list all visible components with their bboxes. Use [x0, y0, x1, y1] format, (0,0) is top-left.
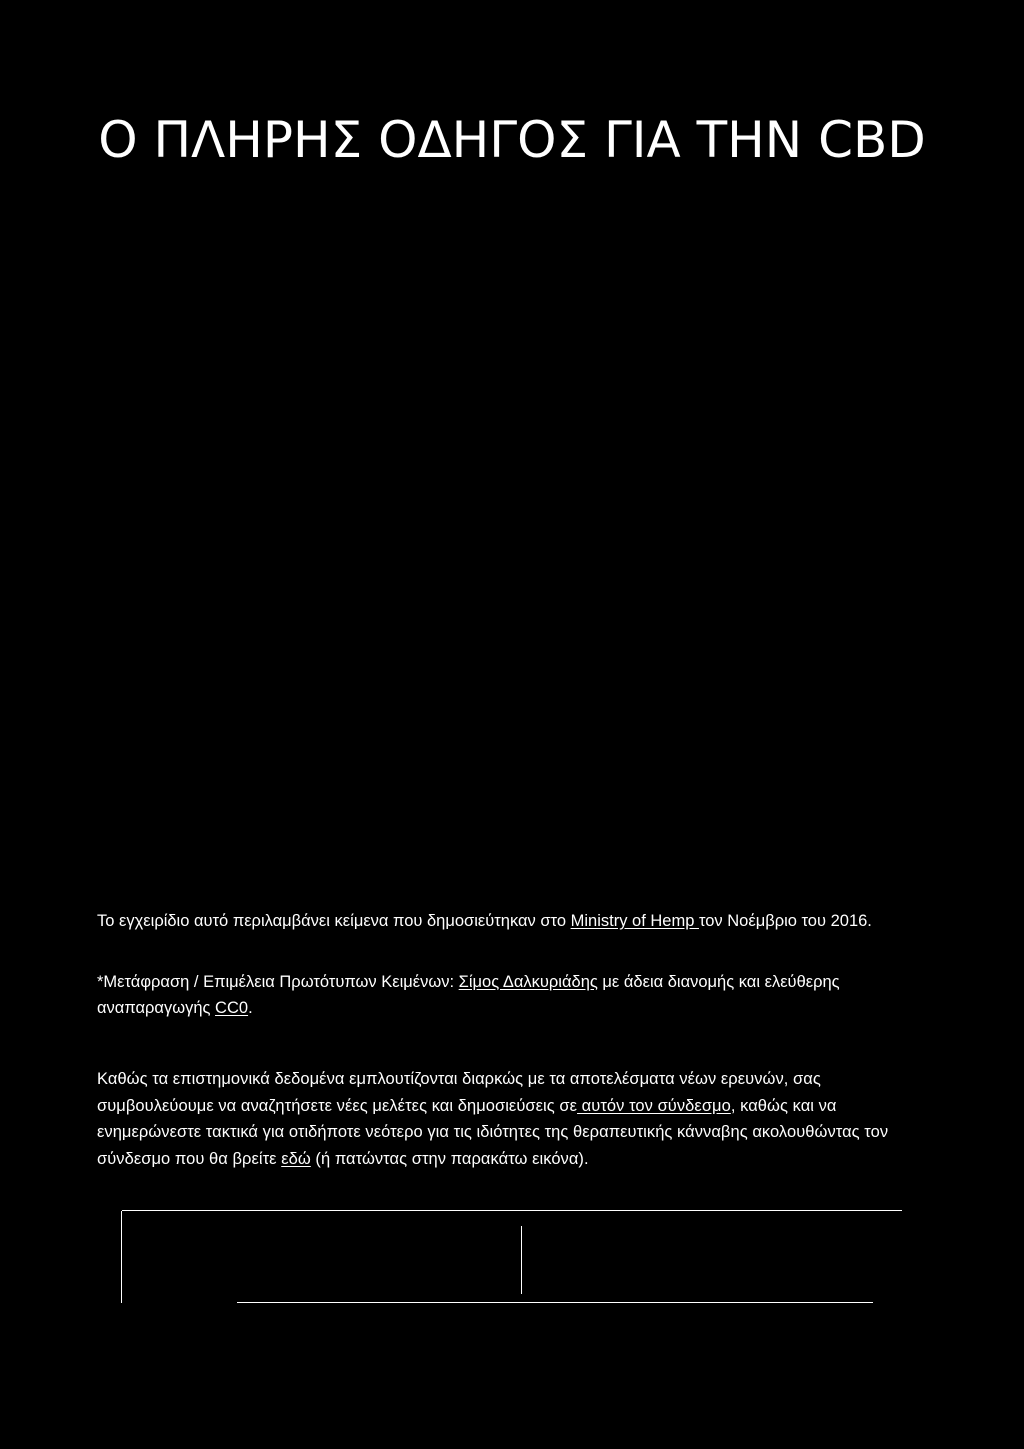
- ministry-of-hemp-link[interactable]: Ministry of Hemp: [570, 912, 699, 930]
- frame-divider: [521, 1226, 522, 1294]
- here-link[interactable]: εδώ: [281, 1149, 311, 1168]
- credits-text-end: .: [248, 999, 253, 1017]
- advice-text-3: (ή πατώντας στην παρακάτω εικόνα).: [310, 1149, 589, 1168]
- advice-text-1: Καθώς τα επιστημονικά δεδομένα εμπλουτίζονται διαρκώς με τα αποτελέσματα νέων ερευνών, σας συμβουλεύουμε να αναζητήσετε νέες μελέτες και δημοσιεύσεις σε: [97, 1070, 821, 1115]
- frame-left-border: [121, 1211, 122, 1303]
- credits-text-middle: με άδεια διανομής και ελεύθερης αναπαραγωγής: [97, 973, 840, 1017]
- advice-paragraph: [97, 1066, 937, 1172]
- frame-bottom-border: [237, 1302, 873, 1303]
- intro-paragraph: [97, 908, 937, 934]
- advice-text-2: , καθώς και να ενημερώνεστε τακτικά για οτιδήποτε νεότερο για τις ιδιότητες της θεραπευτικής κάνναβης ακολουθώντας τον σύνδεσμο που θα βρείτε: [97, 1096, 889, 1168]
- translator-link[interactable]: Σίμος Δαλκυριάδης: [458, 973, 598, 991]
- intro-text-end: τον Νοέμβριο του 2016.: [698, 912, 872, 930]
- credits-text-start: *Μετάφραση / Επιμέλεια Πρωτότυπων Κειμένων:: [97, 973, 459, 991]
- intro-text-start: Το εγχειρίδιο αυτό περιλαμβάνει κείμενα που δημοσιεύτηκαν στο: [97, 912, 571, 930]
- frame-top-border: [122, 1210, 902, 1211]
- license-link[interactable]: CC0: [215, 999, 249, 1017]
- credits-paragraph: [97, 969, 937, 1021]
- document-title: Ο ΠΛΗΡΗΣ ΟΔΗΓΟΣ ΓΙΑ ΤΗΝ CBD: [98, 111, 926, 169]
- studies-link[interactable]: αυτόν τον σύνδεσμο: [577, 1096, 731, 1115]
